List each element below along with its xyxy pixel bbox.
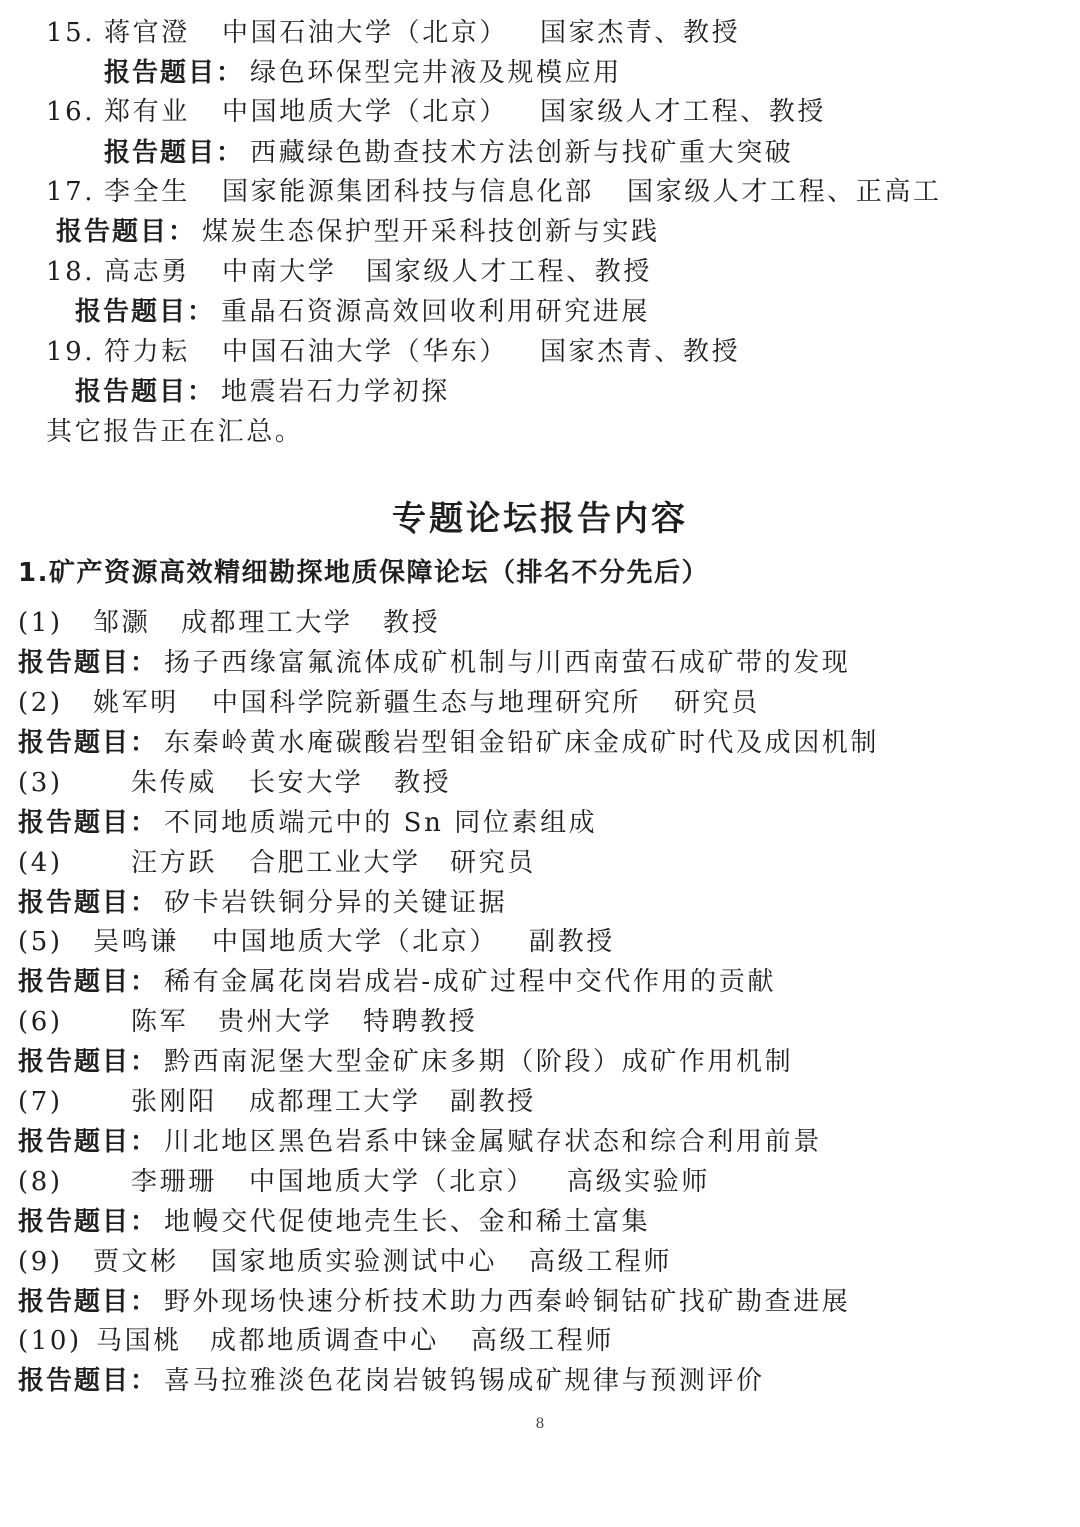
speaker-number: (10): [18, 1326, 82, 1356]
speaker-org: 中国地质大学（北京）: [222, 97, 509, 127]
speaker-name: 姚军明: [93, 688, 179, 718]
report-label: 报告题目：: [18, 728, 159, 758]
speaker-title: 副教授: [529, 927, 615, 957]
speaker-name: 陈军: [131, 1007, 189, 1037]
speaker-title: 国家杰青、教授: [540, 18, 741, 48]
speaker-org: 中南大学: [222, 257, 337, 287]
speaker-title: 国家级人才工程、教授: [540, 97, 827, 127]
speaker-name: 蒋官澄: [104, 18, 190, 48]
speaker-name: 符力耘: [104, 337, 190, 367]
report-title: 绿色环保型完井液及规模应用: [250, 58, 622, 88]
speaker-title: 教授: [383, 608, 441, 638]
speaker-name: 郑有业: [104, 97, 190, 127]
report-title: 黔西南泥堡大型金矿床多期（阶段）成矿作用机制: [164, 1047, 794, 1077]
report-label: 报告题目：: [18, 1366, 159, 1396]
report-label: 报告题目：: [18, 1127, 159, 1157]
speaker-number: 18.: [46, 257, 96, 287]
report-label: 报告题目：: [18, 967, 159, 997]
speaker-number: 17.: [46, 177, 96, 207]
report-label: 报告题目：: [18, 648, 159, 678]
speaker-title: 高级工程师: [529, 1247, 673, 1277]
section-title: 专题论坛报告内容: [392, 499, 688, 539]
report-label: 报告题目：: [75, 297, 216, 327]
speaker-title: 研究员: [674, 688, 760, 718]
speaker-number: 19.: [46, 337, 96, 367]
report-title: 川北地区黑色岩系中铼金属赋存状态和综合利用前景: [164, 1127, 822, 1157]
speaker-org: 中国石油大学（北京）: [222, 18, 509, 48]
speaker-org: 合肥工业大学: [249, 848, 421, 878]
speaker-name: 马国桃: [96, 1326, 182, 1356]
report-title: 扬子西缘富氟流体成矿机制与川西南萤石成矿带的发现: [164, 648, 851, 678]
speaker-number: (2): [18, 688, 63, 718]
speaker-name: 李全生: [104, 177, 190, 207]
speaker-number: (6): [18, 1007, 63, 1037]
speaker-title: 副教授: [450, 1087, 536, 1117]
report-title: 不同地质端元中的 Sn 同位素组成: [164, 808, 598, 838]
speaker-name: 高志勇: [104, 257, 190, 287]
report-label: 报告题目：: [18, 1287, 159, 1317]
speaker-org: 中国地质大学（北京）: [212, 927, 499, 957]
speaker-number: (5): [18, 927, 63, 957]
speaker-title: 国家级人才工程、正高工: [627, 177, 942, 207]
speaker-name: 吴鸣谦: [93, 927, 179, 957]
report-label: 报告题目：: [75, 377, 216, 407]
speaker-number: (8): [18, 1167, 63, 1197]
speaker-name: 贾文彬: [93, 1247, 179, 1277]
speaker-org: 中国地质大学（北京）: [249, 1167, 536, 1197]
page-number: 8: [535, 1416, 545, 1432]
speaker-org: 成都理工大学: [181, 608, 353, 638]
report-label: 报告题目：: [104, 138, 245, 168]
speaker-title: 特聘教授: [363, 1007, 478, 1037]
report-title: 西藏绿色勘查技术方法创新与找矿重大突破: [250, 138, 794, 168]
speaker-org: 成都理工大学: [249, 1087, 421, 1117]
forum-title: 1.矿产资源高效精细勘探地质保障论坛（排名不分先后）: [18, 558, 709, 588]
speaker-org: 贵州大学: [218, 1007, 333, 1037]
speaker-title: 研究员: [450, 848, 536, 878]
speaker-title: 高级工程师: [471, 1326, 615, 1356]
speaker-org: 成都地质调查中心: [210, 1326, 439, 1356]
speaker-org: 长安大学: [249, 768, 364, 798]
speaker-name: 张刚阳: [131, 1087, 217, 1117]
report-title: 野外现场快速分析技术助力西秦岭铜钴矿找矿勘查进展: [164, 1287, 851, 1317]
report-label: 报告题目：: [18, 1047, 159, 1077]
speaker-number: (1): [18, 608, 63, 638]
speaker-title: 国家级人才工程、教授: [366, 257, 653, 287]
speaker-name: 朱传威: [131, 768, 217, 798]
speaker-number: 15.: [46, 18, 96, 48]
speaker-org: 中国科学院新疆生态与地理研究所: [212, 688, 642, 718]
speaker-org: 国家地质实验测试中心: [211, 1247, 498, 1277]
speaker-title: 高级实验师: [567, 1167, 711, 1197]
report-title: 地幔交代促使地壳生长、金和稀土富集: [164, 1207, 651, 1237]
report-title: 东秦岭黄水庵碳酸岩型钼金铅矿床金成矿时代及成因机制: [164, 728, 880, 758]
report-label: 报告题目：: [104, 58, 245, 88]
speaker-number: (7): [18, 1087, 63, 1117]
report-title: 地震岩石力学初探: [221, 377, 450, 407]
speaker-name: 汪方跃: [131, 848, 217, 878]
speaker-title: 国家杰青、教授: [540, 337, 741, 367]
speaker-name: 邹灏: [93, 608, 151, 638]
report-label: 报告题目：: [18, 808, 159, 838]
report-title: 煤炭生态保护型开采科技创新与实践: [202, 217, 660, 247]
report-label: 报告题目：: [18, 1207, 159, 1237]
report-title: 重晶石资源高效回收利用研究进展: [221, 297, 651, 327]
report-title: 稀有金属花岗岩成岩-成矿过程中交代作用的贡献: [164, 967, 776, 997]
report-title: 矽卡岩铁铜分异的关键证据: [164, 888, 508, 918]
speaker-title: 教授: [394, 768, 452, 798]
report-label: 报告题目：: [18, 888, 159, 918]
speaker-number: (4): [18, 848, 63, 878]
other-note-text: 其它报告正在汇总。: [46, 417, 304, 447]
report-title: 喜马拉雅淡色花岗岩铍钨锡成矿规律与预测评价: [164, 1366, 765, 1396]
speaker-number: 16.: [46, 97, 96, 127]
speaker-name: 李珊珊: [131, 1167, 217, 1197]
speaker-org: 国家能源集团科技与信息化部: [222, 177, 594, 207]
speaker-number: (9): [18, 1247, 63, 1277]
speaker-org: 中国石油大学（华东）: [222, 337, 509, 367]
report-label: 报告题目：: [56, 217, 197, 247]
speaker-number: (3): [18, 768, 63, 798]
